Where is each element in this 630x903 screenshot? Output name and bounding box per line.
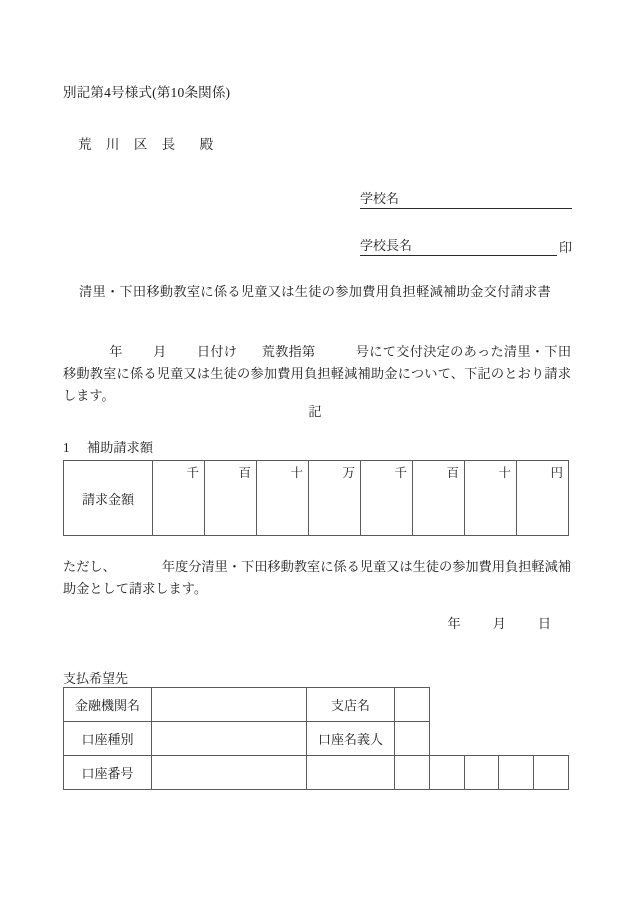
proviso-paragraph bbox=[63, 556, 571, 600]
principal-name-row bbox=[360, 235, 572, 256]
amount-digit-cell-1[interactable]: 百 bbox=[205, 461, 257, 536]
bank-name-value[interactable] bbox=[152, 688, 307, 722]
account-number-digit-5[interactable] bbox=[499, 756, 534, 790]
body-doc-no-prefix: 荒教指第 bbox=[261, 344, 316, 359]
ki-marker: 記 bbox=[308, 404, 322, 419]
school-signature-block bbox=[360, 188, 572, 256]
amount-table bbox=[63, 460, 569, 536]
table-row bbox=[64, 688, 569, 722]
amount-digit-cell-5[interactable]: 百 bbox=[413, 461, 465, 536]
amount-digit-cell-2[interactable]: 十 bbox=[257, 461, 309, 536]
body-doc-no-suffix: 号にて交付決定のあった清里・下田移動教室に係る児童又は生徒の参加費用負担軽減補助金について、下記のとおり請求します。 bbox=[63, 344, 572, 403]
body-month-unit: 月 bbox=[152, 344, 167, 359]
branch-name-value[interactable] bbox=[395, 688, 430, 722]
proviso-rest: 年度分清里・下田移動教室に係る児童又は生徒の参加費用負担軽減補助金として請求します。 bbox=[63, 559, 572, 596]
amount-digit-cell-6[interactable]: 十 bbox=[465, 461, 517, 536]
payee-section-label: 支払希望先 bbox=[63, 671, 129, 686]
section-1-number: 1 bbox=[63, 440, 70, 455]
table-row bbox=[64, 461, 569, 536]
amount-digit-cell-7[interactable]: 円 bbox=[517, 461, 569, 536]
proviso-lead: ただし、 bbox=[63, 559, 116, 574]
section-1-heading bbox=[63, 437, 153, 456]
section-1-title: 補助請求額 bbox=[87, 440, 153, 455]
bank-name-label: 金融機関名 bbox=[64, 688, 152, 722]
account-number-digit-3[interactable] bbox=[429, 756, 464, 790]
body-paragraph bbox=[63, 341, 571, 407]
account-number-digit-6[interactable] bbox=[534, 756, 569, 790]
account-number-digit-1[interactable] bbox=[307, 756, 395, 790]
account-type-value[interactable] bbox=[152, 722, 307, 756]
date-month-unit: 月 bbox=[492, 616, 506, 631]
table-row bbox=[64, 756, 569, 790]
account-number-digit-4[interactable] bbox=[464, 756, 499, 790]
body-year-unit: 年 bbox=[109, 344, 123, 359]
account-number-digit-0[interactable] bbox=[152, 756, 307, 790]
amount-row-label: 請求金額 bbox=[64, 461, 153, 536]
amount-digit-cell-0[interactable]: 千 bbox=[153, 461, 205, 536]
school-name-row bbox=[360, 188, 572, 209]
table-row bbox=[64, 722, 569, 756]
addressee-line: 荒 川 区 長 殿 bbox=[78, 137, 219, 152]
date-day-unit: 日 bbox=[537, 616, 551, 631]
amount-digit-cell-3[interactable]: 万 bbox=[309, 461, 361, 536]
branch-name-label: 支店名 bbox=[307, 688, 395, 722]
account-number-label: 口座番号 bbox=[64, 756, 152, 790]
account-type-label: 口座種別 bbox=[64, 722, 152, 756]
seal-mark: 印 bbox=[558, 240, 572, 255]
school-name-label: 学校名 bbox=[360, 188, 399, 209]
form-number-label: 別記第4号様式(第10条関係) bbox=[63, 85, 231, 100]
principal-name-fill-rule[interactable] bbox=[412, 240, 557, 256]
principal-name-label: 学校長名 bbox=[360, 235, 412, 256]
school-name-fill-rule[interactable] bbox=[399, 193, 572, 209]
account-holder-label: 口座名義人 bbox=[307, 722, 395, 756]
page-title: 清里・下田移動教室に係る児童又は生徒の参加費用負担軽減補助金交付請求書 bbox=[78, 284, 552, 299]
date-year-unit: 年 bbox=[447, 616, 461, 631]
payee-table bbox=[63, 687, 569, 790]
amount-digit-cell-4[interactable]: 千 bbox=[361, 461, 413, 536]
signature-date-line bbox=[63, 613, 569, 632]
account-number-digit-2[interactable] bbox=[395, 756, 430, 790]
account-holder-value[interactable] bbox=[395, 722, 430, 756]
body-day-suffix: 日付け bbox=[196, 344, 238, 359]
